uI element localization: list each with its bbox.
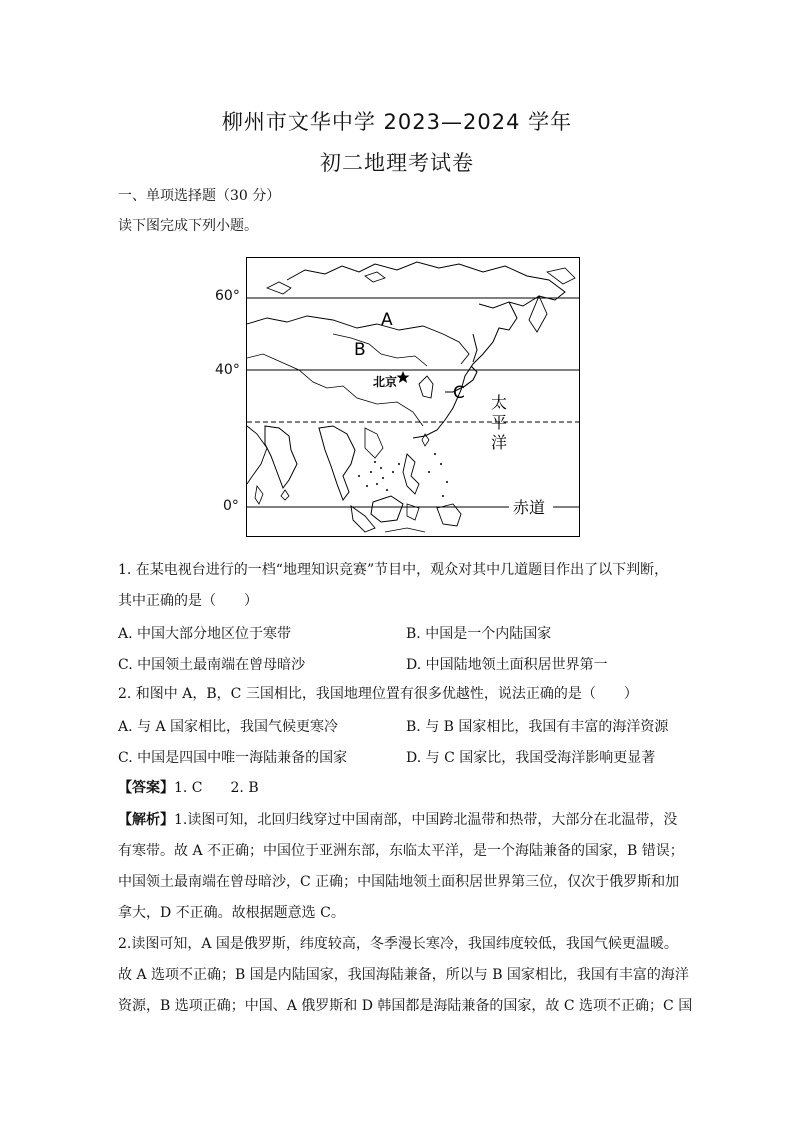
java-coast bbox=[385, 528, 425, 532]
map-label-beijing: 北京 bbox=[373, 375, 398, 389]
lat-60-label: 60° bbox=[215, 288, 240, 304]
indochina bbox=[319, 426, 355, 500]
horn-coast bbox=[255, 486, 263, 504]
analysis-p2-line3: 资源，B 选项正确；中国、A 俄罗斯和 D 韩国都是海陆兼备的国家，故 C 选项不正确；C 国 bbox=[118, 998, 693, 1014]
map-label-ocean-3: 洋 bbox=[491, 433, 508, 452]
map-label-c: C bbox=[453, 383, 465, 403]
india-peninsula bbox=[265, 426, 297, 488]
q2-stem: 2. 和图中 A，B，C 三国相比，我国地理位置有很多优越性，说法正确的是（ ） bbox=[118, 686, 638, 702]
analysis-p1-line1: 【解析】1.读图可知，北回归线穿过中国南部，中国跨北温带和热带，大部分在北温带，没 bbox=[118, 812, 678, 828]
section-heading: 一、单项选择题（30 分） bbox=[118, 188, 281, 204]
answer-line bbox=[118, 778, 684, 798]
sri-lanka bbox=[281, 490, 289, 500]
map-label-equator: 赤道 bbox=[513, 498, 546, 517]
china-west-border bbox=[247, 354, 423, 426]
arabia-coast bbox=[247, 426, 267, 484]
answer-text: 1. C 2. B bbox=[174, 780, 259, 796]
philippines bbox=[403, 454, 419, 494]
analysis-p1-line4: 拿大，D 不正确。故根据题意选 C。 bbox=[118, 905, 345, 921]
south-sea-islands bbox=[358, 453, 448, 497]
analysis-p1-line2: 有寒带。故 A 不正确；中国位于亚洲东部，东临太平洋，是一个海陆兼备的国家，B 错误； bbox=[118, 843, 684, 859]
analysis-tag: 【解析】 bbox=[118, 812, 174, 828]
q1-option-a: A. 中国大部分地区位于寒带 bbox=[118, 626, 292, 642]
q1-option-d: D. 中国陆地领土面积居世界第一 bbox=[406, 657, 608, 673]
q1-stem-line1: 1. 在某电视台进行的一档“地理知识竞赛”节目中，观众对其中几道题目作出了以下判断， bbox=[118, 562, 669, 578]
asia-map bbox=[247, 258, 579, 536]
analysis-p2-line2: 故 A 选项不正确；B 国是内陆国家，我国海陆兼备，所以与 B 国家相比，我国有丰富的海洋 bbox=[118, 967, 689, 983]
beijing-star-icon bbox=[397, 371, 410, 383]
answer-tag: 【答案】 bbox=[118, 780, 174, 796]
arctic-island bbox=[365, 272, 385, 282]
q2-option-b: B. 与 B 国家相比，我国有丰富的海洋资源 bbox=[406, 719, 669, 735]
map-frame bbox=[246, 257, 580, 537]
q1-option-b: B. 中国是一个内陆国家 bbox=[406, 626, 552, 642]
map-label-ocean-1: 太 bbox=[491, 393, 508, 412]
map-label-b: B bbox=[354, 340, 366, 360]
map-label-ocean-2: 平 bbox=[491, 413, 508, 432]
kamchatka bbox=[529, 296, 547, 332]
map-label-a: A bbox=[381, 310, 393, 330]
analysis-p2-line1: 2.读图可知，A 国是俄罗斯，纬度较高，冬季漫长寒冷，我国纬度较低，我国气候更温暖。 bbox=[118, 936, 678, 952]
q1-option-c: C. 中国领土最南端在曾母暗沙 bbox=[118, 657, 306, 673]
lat-40-label: 40° bbox=[215, 362, 240, 378]
sulawesi bbox=[407, 504, 419, 520]
sakhalin bbox=[473, 334, 477, 362]
page-subtitle: 初二地理考试卷 bbox=[320, 151, 474, 175]
mongolia-border bbox=[333, 334, 427, 366]
lat-0-label: 0° bbox=[223, 498, 239, 514]
instruction: 读下图完成下列小题。 bbox=[118, 218, 258, 234]
borneo bbox=[371, 496, 403, 522]
arctic-island bbox=[267, 282, 291, 294]
analysis-p1-line3: 中国领土最南端在曾母暗沙，C 正确；中国陆地领土面积居世界第三位，仅次于俄罗斯和加 bbox=[118, 874, 680, 890]
korea-peninsula bbox=[419, 376, 433, 398]
north-coast bbox=[287, 262, 565, 308]
vietnam-coast bbox=[365, 428, 383, 458]
page-title: 柳州市文华中学 2023—2024 学年 bbox=[221, 110, 573, 134]
q2-option-d: D. 与 C 国家比，我国受海洋影响更显著 bbox=[406, 750, 656, 766]
q2-option-c: C. 中国是四国中唯一海陆兼备的国家 bbox=[118, 750, 348, 766]
q2-option-a: A. 与 A 国家相比，我国气候更寒冷 bbox=[118, 719, 339, 735]
q1-stem-line2: 其中正确的是（ ） bbox=[118, 593, 258, 609]
